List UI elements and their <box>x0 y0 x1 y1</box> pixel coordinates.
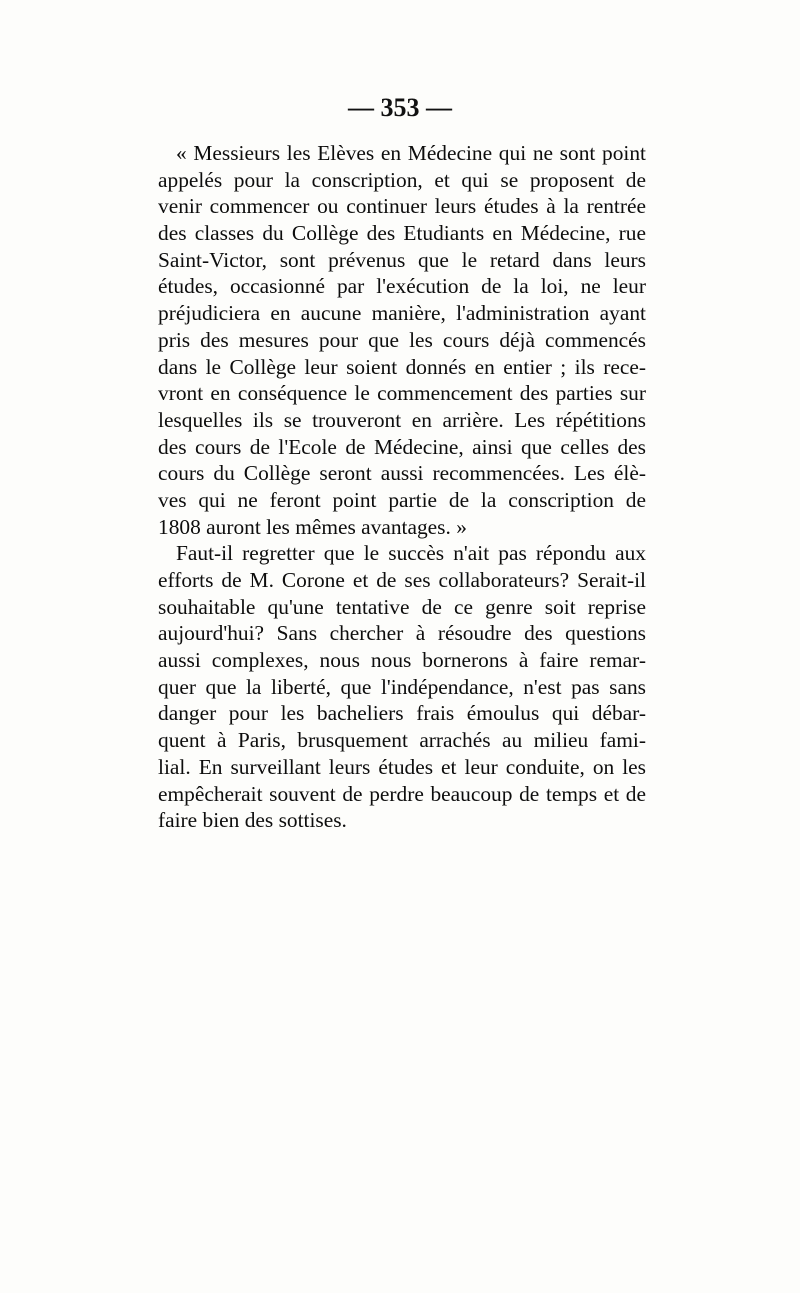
page-number: — 353 — <box>348 93 452 122</box>
paragraph-2-line-7: danger pour les bacheliers frais émoulus qui débar- <box>158 701 646 726</box>
body-text <box>158 140 646 834</box>
paragraph-1-line-15: 1808 auront les mêmes avantages. » <box>158 514 467 539</box>
paragraph-2-line-11: faire bien des sottises. <box>158 808 347 833</box>
paragraph-2-line-10: empêcherait souvent de perdre beaucoup de temps et de <box>158 781 646 806</box>
paragraph-1-line-4: des classes du Collège des Etudiants en Médecine, rue <box>158 221 646 246</box>
paragraph-1-line-9: dans le Collège leur soient donnés en entier ; ils rece- <box>158 354 646 379</box>
paragraph-2-line-6: quer que la liberté, que l'indépendance, n'est pas sans <box>158 674 646 699</box>
paragraph-1-line-5: Saint-Victor, sont prévenus que le retard dans leurs <box>158 247 646 272</box>
paragraph-2-line-4: aujourd'hui? Sans chercher à résoudre des questions <box>158 621 646 646</box>
paragraph-2-line-1: Faut-il regretter que le succès n'ait pas répondu aux <box>176 541 646 566</box>
paragraph-1-line-7: préjudiciera en aucune manière, l'administration ayant <box>158 301 646 326</box>
paragraph-1-line-8: pris des mesures pour que les cours déjà commencés <box>158 327 646 352</box>
paragraph-1-line-3: venir commencer ou continuer leurs études à la rentrée <box>158 194 646 219</box>
paragraph-1-line-1: « Messieurs les Elèves en Médecine qui ne sont point <box>176 141 646 165</box>
paragraph-2-line-3: souhaitable qu'une tentative de ce genre soit reprise <box>158 594 646 619</box>
paragraph-1-line-2: appelés pour la conscription, et qui se proposent de <box>158 167 646 192</box>
paragraph-1-line-12: des cours de l'Ecole de Médecine, ainsi que celles des <box>158 434 646 459</box>
paragraph-2-line-8: quent à Paris, brusquement arrachés au milieu fami- <box>158 728 646 753</box>
paragraph-1-line-6: études, occasionné par l'exécution de la loi, ne leur <box>158 274 646 299</box>
paragraph-2-line-9: lial. En surveillant leurs études et leur conduite, on les <box>158 754 646 779</box>
paragraph-2-line-5: aussi complexes, nous nous bornerons à faire remar- <box>158 648 646 673</box>
paragraph-1-line-11: lesquelles ils se trouveront en arrière. Les répétitions <box>158 407 646 432</box>
paragraph-1-line-13: cours du Collège seront aussi recommencées. Les élè- <box>158 461 646 486</box>
paragraph-1-line-10: vront en conséquence le commencement des parties sur <box>158 381 646 406</box>
paragraph-1-line-14: ves qui ne feront point partie de la conscription de <box>158 487 646 512</box>
paragraph-2-line-2: efforts de M. Corone et de ses collaborateurs? Serait-il <box>158 568 646 592</box>
